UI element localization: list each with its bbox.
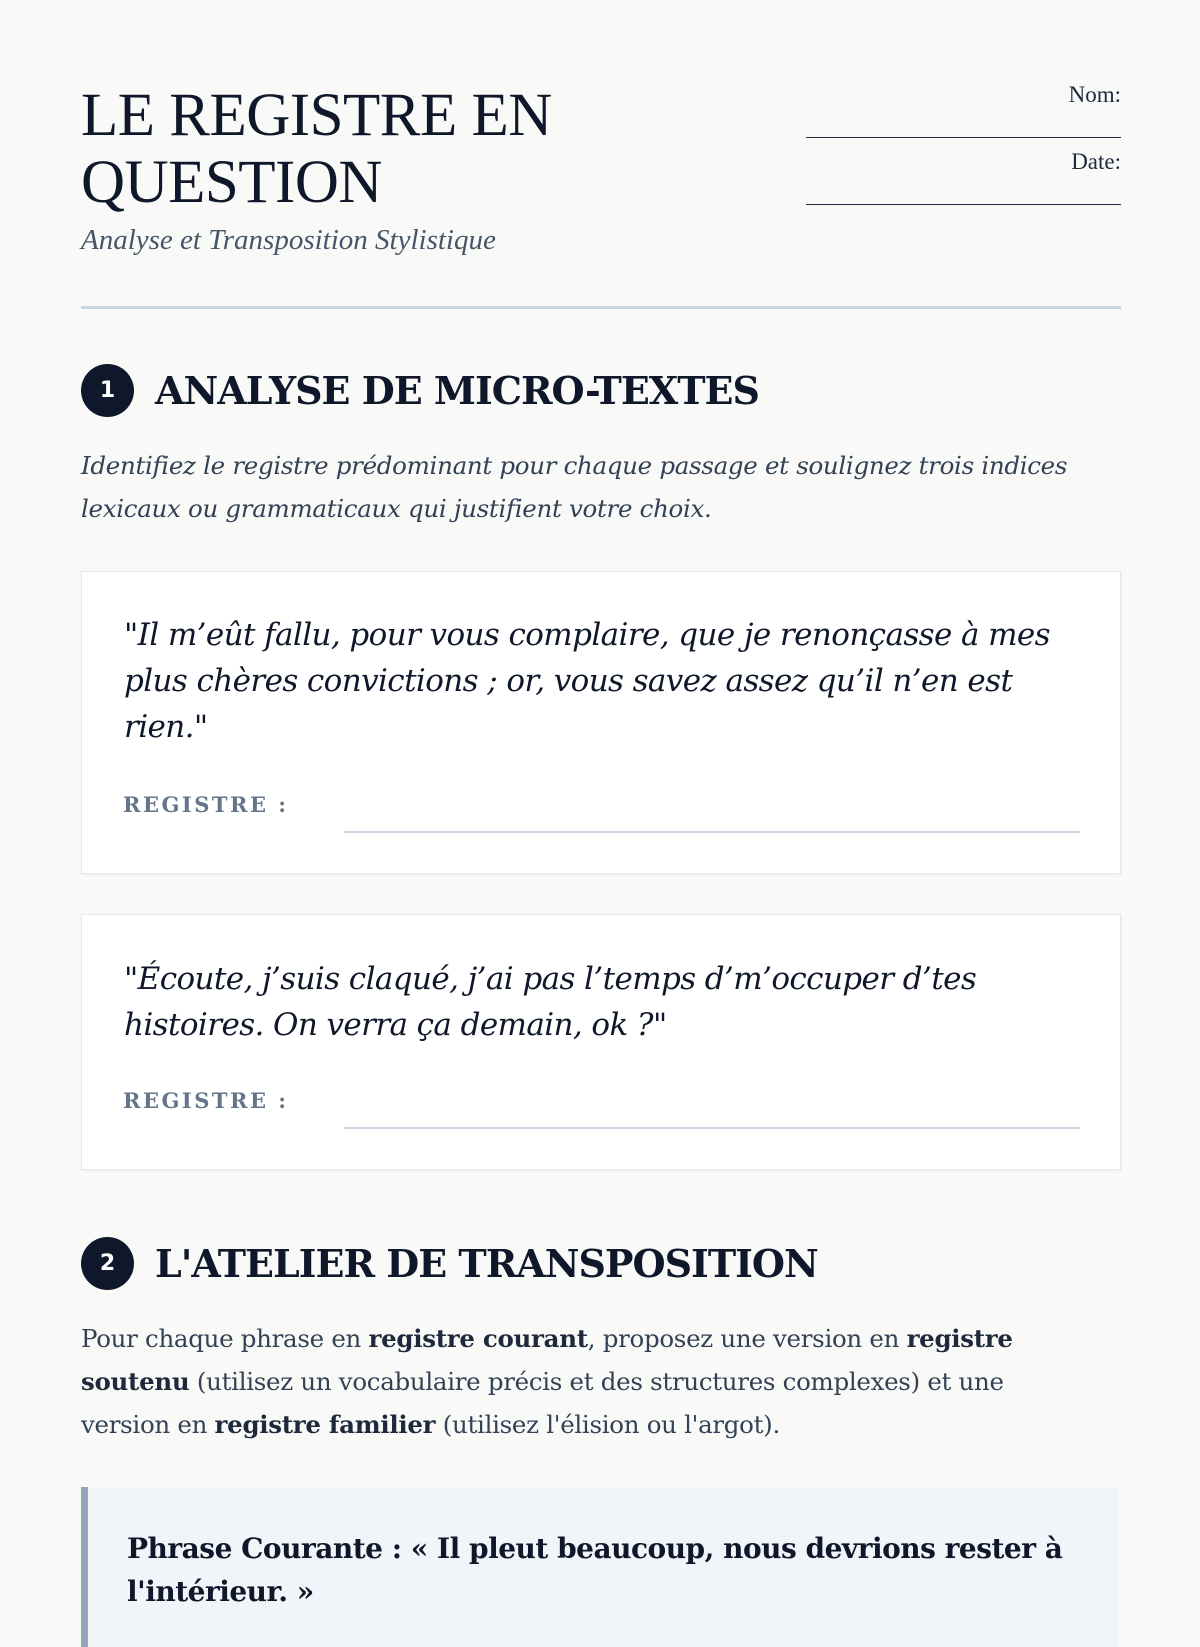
example-sentence-box: [81, 1487, 1119, 1647]
section-2-instructions: [81, 1317, 1081, 1446]
instructions-text-2: , proposez une version en: [587, 1324, 907, 1353]
instructions-text-4: (utilisez l'élision ou l'argot).: [435, 1410, 780, 1439]
section-2-heading: [81, 1237, 818, 1290]
section-2-title: L'ATELIER DE TRANSPOSITION: [155, 1241, 818, 1286]
worksheet-header: [81, 0, 1121, 310]
section-1-number-badge: 1: [81, 364, 134, 417]
registre-label-1: REGISTRE :: [123, 792, 289, 817]
example-sentence: Phrase Courante : « Il pleut beaucoup, nous devrions rester à l'intérieur. »: [127, 1532, 1063, 1608]
registre-label-2: REGISTRE :: [123, 1088, 289, 1113]
section-1-instructions: Identifiez le registre prédominant pour chaque passage et soulignez trois indices lexicaux ou grammaticaux qui justifient votre choix.: [81, 451, 1068, 523]
passage-card-2: [81, 914, 1121, 1170]
section-1-heading: [81, 364, 759, 417]
date-field-label: Date:: [1071, 149, 1121, 174]
instructions-text-1: Pour chaque phrase en: [81, 1324, 369, 1353]
date-field[interactable]: [806, 147, 1121, 214]
passage-quote-1: "Il m’eût fallu, pour vous complaire, que je renonçasse à mes plus chères convictions ; or, vous savez assez qu’il n’en est rien.": [124, 617, 1050, 745]
registre-answer-line-2[interactable]: [344, 1127, 1080, 1129]
instructions-text-3: (utilisez un vocabulaire précis et des structures complexes) et une version en: [81, 1367, 1004, 1439]
page-title: LE REGISTRE EN QUESTION: [81, 82, 552, 216]
date-field-line[interactable]: [806, 204, 1121, 205]
worksheet-page: [81, 0, 1121, 1608]
header-divider: [81, 306, 1121, 309]
name-field-line[interactable]: [806, 137, 1121, 138]
keyword-registre-courant: registre courant: [368, 1324, 588, 1353]
section-2-number-badge: 2: [81, 1237, 134, 1290]
registre-answer-line-1[interactable]: [344, 831, 1080, 833]
keyword-registre-soutenu: registre soutenu: [81, 1324, 1013, 1396]
student-info-fields: [806, 80, 1121, 214]
name-field-label: Nom:: [1068, 82, 1121, 107]
passage-card-1: [81, 571, 1121, 874]
page-subtitle: Analyse et Transposition Stylistique: [81, 224, 496, 256]
passage-quote-2: "Écoute, j’suis claqué, j’ai pas l’temps d’m’occuper d’tes histoires. On verra ça demain, ok ?": [124, 961, 977, 1043]
keyword-registre-familier: registre familier: [214, 1410, 436, 1439]
section-1-title: ANALYSE DE MICRO-TEXTES: [155, 368, 759, 413]
name-field[interactable]: [806, 80, 1121, 147]
